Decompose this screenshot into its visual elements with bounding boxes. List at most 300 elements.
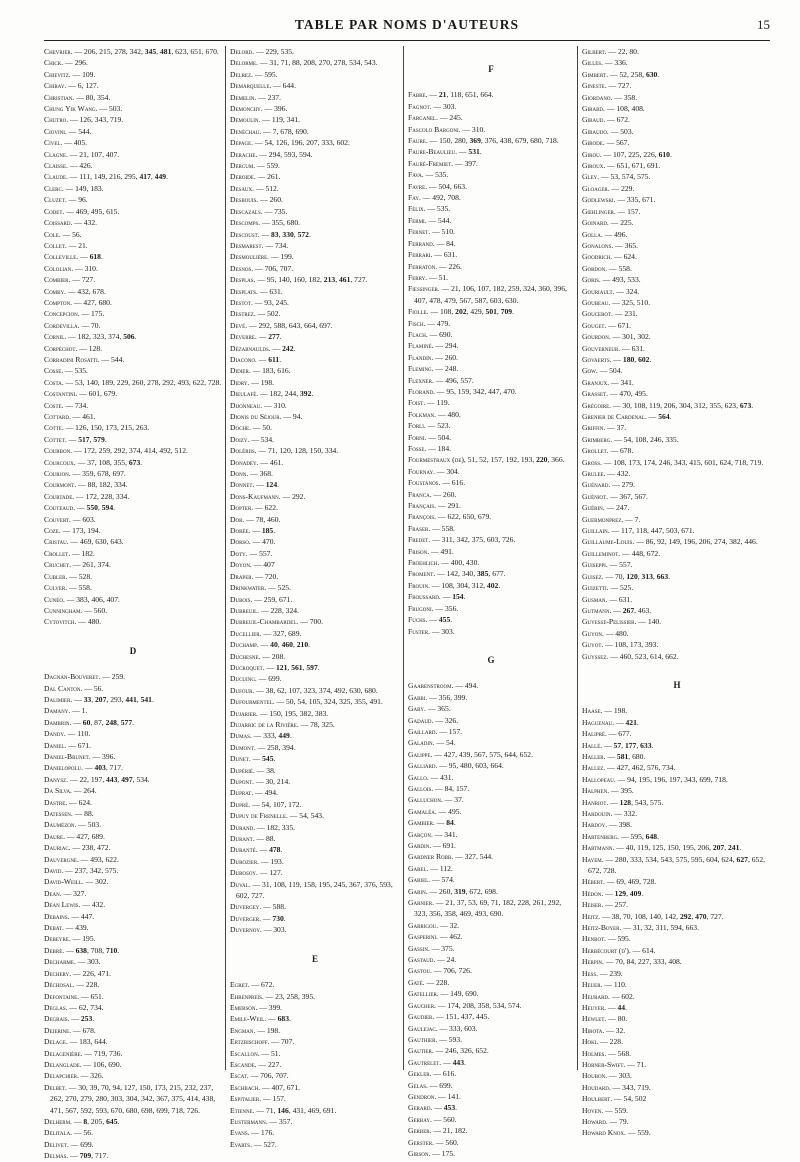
page-references: — 109.	[70, 69, 96, 79]
author-name: Hewlet.	[582, 1014, 607, 1024]
index-entry	[230, 514, 400, 525]
page-references: — 110.	[602, 980, 627, 990]
page-references: — 336.	[603, 58, 628, 68]
index-entry	[408, 1114, 574, 1125]
author-name: Cosse.	[44, 366, 64, 376]
page-references: — 678.	[71, 1025, 96, 1035]
author-name: Hayem.	[582, 854, 604, 864]
author-name: Ducroquet.	[230, 662, 265, 672]
page-references: — 341.	[609, 377, 634, 387]
author-name: Eschbach.	[230, 1082, 261, 1092]
page-references: — 119, 341.	[260, 115, 301, 125]
author-name: Griffin.	[582, 423, 606, 433]
author-name: Durand.	[230, 822, 256, 832]
index-entry	[230, 594, 400, 605]
author-name: Dechery.	[44, 968, 72, 978]
author-name: Grasset.	[582, 389, 608, 399]
author-name: Gaudier.	[408, 1012, 435, 1022]
index-entry	[44, 297, 222, 308]
index-entry	[582, 605, 772, 616]
page-references: — 706, 707.	[253, 263, 294, 273]
page-references: — 595.	[252, 69, 278, 79]
index-entry	[582, 1127, 772, 1138]
index-entry	[408, 726, 574, 737]
page-references: — 504.	[597, 366, 623, 376]
page-references: — 480.	[603, 628, 629, 638]
page-references: — 375.	[429, 943, 455, 953]
index-entry	[44, 559, 222, 570]
page-references: — 651, 671, 691.	[605, 161, 661, 171]
author-name: Dastre.	[44, 797, 68, 807]
page-references: — 54, 502	[612, 1094, 647, 1104]
page-references: — 407, 671.	[260, 1082, 301, 1092]
index-entry	[44, 683, 222, 694]
page-references: — 534.	[249, 434, 275, 444]
index-column-1	[44, 46, 222, 1161]
page-references: — 631.	[257, 286, 283, 296]
section-letter: H	[673, 679, 681, 690]
page-references: — 88.	[254, 834, 276, 844]
author-name: Delivet.	[44, 1139, 69, 1149]
author-name: Gaulejac.	[408, 1023, 438, 1033]
index-entry	[44, 842, 222, 853]
index-entry	[408, 568, 574, 579]
page-references: — 195.	[70, 934, 96, 944]
index-entry	[582, 502, 772, 513]
author-name: Colleville.	[44, 252, 79, 262]
author-name: Guillaume-Louis.	[582, 537, 635, 547]
author-name: Forli.	[408, 421, 426, 431]
page-references: — 38.	[254, 765, 276, 775]
index-entry	[230, 149, 400, 160]
page-references: — 54, 126, 196, 207, 333, 602.	[253, 138, 350, 148]
author-name: Delherm.	[44, 1116, 72, 1126]
index-entry	[582, 103, 772, 114]
author-name: Dons-Kaufmann.	[230, 491, 281, 501]
author-name: Gross.	[582, 457, 602, 467]
index-entry	[230, 582, 400, 593]
index-entry	[408, 249, 574, 260]
author-name: Durant.	[230, 834, 255, 844]
author-name: Depage.	[230, 138, 254, 148]
author-name: Dean.	[44, 888, 62, 898]
page-references: — 574.	[430, 875, 455, 885]
index-entry	[230, 979, 400, 990]
author-name: Dopter.	[230, 503, 254, 513]
index-entry	[44, 1139, 222, 1150]
index-entry	[582, 69, 772, 80]
page-references: — 32.	[438, 920, 460, 930]
page-references: — 494.	[253, 788, 278, 798]
author-name: Gallois.	[408, 783, 434, 793]
page-references: — 611.	[256, 354, 282, 364]
index-entry	[230, 1002, 400, 1013]
page-references: — 558.	[430, 523, 455, 533]
index-entry	[44, 80, 222, 91]
index-entry	[582, 797, 772, 808]
index-entry	[408, 226, 574, 237]
page-references: — 184.	[426, 444, 452, 453]
author-name: Guénard.	[582, 480, 611, 490]
index-entry	[582, 774, 772, 785]
page-references: — 128.	[77, 343, 103, 353]
page-references: — 154.	[440, 592, 466, 602]
page-references: — 8, 205, 645.	[71, 1116, 120, 1126]
index-entry	[44, 411, 222, 422]
page-references: — 226, 471.	[71, 968, 111, 978]
page-references: — 618.	[78, 252, 103, 262]
page-references: — 407	[251, 560, 275, 570]
author-name: Goris.	[582, 275, 601, 285]
index-entry	[230, 1070, 400, 1081]
page-references: — 368.	[248, 469, 273, 479]
author-name: Corpéchot.	[44, 343, 78, 353]
author-name: Hoven.	[582, 1105, 604, 1115]
page-references: — 358.	[612, 92, 638, 102]
author-name: Fiolle.	[408, 307, 429, 317]
author-name: Didier.	[230, 366, 251, 376]
page-references: — 558.	[67, 583, 92, 593]
index-entry	[44, 1116, 222, 1127]
index-entry	[230, 377, 400, 388]
author-name: Dijonneau.	[230, 400, 263, 410]
page-references: — 559.	[625, 1128, 651, 1138]
page-references: — 40, 119, 125, 150, 195, 206, 207, 241.	[614, 843, 742, 853]
page-references: — 690.	[427, 329, 453, 339]
index-entry	[408, 806, 574, 817]
page-references: — 79.	[607, 1116, 629, 1126]
author-name: Farganel.	[408, 113, 439, 123]
index-entry	[44, 263, 222, 274]
author-name: Eustermann.	[230, 1116, 268, 1126]
index-entry	[230, 1059, 400, 1070]
index-entry	[408, 546, 574, 557]
index-column-2	[230, 46, 400, 1149]
author-name: Gley.	[582, 172, 600, 182]
author-name: Franca.	[408, 489, 432, 499]
index-entry	[230, 559, 400, 570]
index-entry	[44, 103, 222, 114]
page-references: — 301, 302.	[610, 332, 651, 342]
index-entry	[44, 728, 222, 739]
author-name: Dercum.	[230, 161, 256, 171]
page-references: — 503.	[76, 820, 102, 830]
page-references: — 327.	[61, 888, 87, 898]
page-references: — 531.	[457, 147, 482, 157]
author-name: Frugoni.	[408, 603, 434, 613]
author-name: Heitz.	[582, 911, 601, 921]
index-entry	[44, 365, 222, 376]
author-name: Dumas.	[230, 731, 252, 741]
section-letter: E	[311, 953, 318, 964]
author-name: Fava.	[408, 170, 424, 180]
page-references: — 453.	[432, 1103, 458, 1113]
page-references: — 427, 462, 576, 734.	[605, 763, 676, 773]
author-name: Giraud.	[582, 115, 606, 125]
author-name: Dorso.	[230, 537, 251, 547]
index-entry	[582, 854, 772, 877]
index-entry	[408, 181, 574, 192]
index-entry	[230, 400, 400, 411]
index-entry	[582, 400, 772, 411]
author-name: Evans.	[230, 1128, 250, 1138]
author-name: Dejerine.	[44, 1025, 72, 1035]
index-entry	[582, 1002, 772, 1013]
page-references: — 614.	[630, 945, 656, 955]
page-references: — 558.	[607, 263, 632, 273]
author-name: Grenier de Cardenal.	[582, 412, 647, 421]
page-references: — 30, 108, 119, 206, 304, 312, 355, 623, 673.	[611, 400, 754, 410]
author-name: Fosse.	[408, 444, 427, 453]
index-entry	[582, 705, 772, 716]
author-name: Delapchier.	[44, 1071, 79, 1081]
author-name: Gouverneur.	[582, 343, 621, 353]
page-references: — 672.	[249, 980, 275, 990]
author-name: Hartenberg.	[582, 831, 620, 841]
index-entry	[408, 874, 574, 885]
author-name: Gastou.	[408, 966, 432, 976]
author-name: Drinkwater.	[230, 583, 267, 593]
page-references: — 84.	[434, 238, 456, 248]
page-references: — 124.	[254, 480, 280, 490]
author-name: Holmes.	[582, 1048, 607, 1058]
author-name: David-Weill.	[44, 877, 84, 887]
index-entry	[230, 1093, 400, 1104]
author-name: Clagne.	[44, 149, 68, 159]
page-title: TABLE PAR NOMS D'AUTEURS	[294, 17, 520, 32]
page-references: — 671.	[66, 740, 92, 750]
page-references: — 355, 680.	[260, 218, 301, 228]
index-entry	[408, 1068, 574, 1079]
index-entry	[408, 1125, 574, 1136]
page-references: — 248.	[433, 364, 459, 374]
author-name: Delanglade.	[44, 1059, 82, 1069]
author-name: Gadaud.	[408, 715, 434, 725]
index-entry	[408, 783, 574, 794]
index-entry	[44, 536, 222, 547]
page-references: — 528.	[67, 571, 93, 581]
page-references: — 683.	[266, 1014, 291, 1024]
page-references: — 267, 463.	[611, 605, 652, 615]
author-name: Granjux.	[582, 377, 610, 387]
index-entry	[408, 272, 574, 283]
index-entry	[230, 1105, 400, 1116]
page-references: — 247.	[604, 503, 630, 513]
index-entry	[230, 1139, 400, 1150]
page-references: — 525.	[608, 583, 634, 593]
author-name: Déchosal.	[44, 980, 75, 990]
author-name: Dagnan-Bouveret.	[44, 672, 101, 682]
author-name: Duverger.	[230, 913, 261, 923]
page-references: — 183, 616.	[250, 366, 291, 376]
author-name: Courbon.	[44, 446, 73, 456]
page-references: 51, 52, 157, 192, 193, 220, 366.	[465, 455, 565, 465]
page-references: — 622.	[253, 503, 278, 513]
page-references: — 228.	[74, 980, 100, 990]
page-references: — 56.	[72, 1128, 93, 1138]
index-entry	[582, 922, 772, 933]
page-references: — 491.	[429, 546, 454, 556]
page-references: — 151, 437, 445.	[434, 1012, 490, 1022]
page-number: 15	[757, 17, 770, 32]
index-entry	[582, 968, 772, 979]
index-entry	[230, 1036, 400, 1047]
index-entry	[44, 1127, 222, 1138]
page-references: — 53, 140, 189, 229, 260, 278, 292, 493, 622, 728.	[63, 377, 222, 387]
page-references: — 564.	[646, 412, 672, 421]
author-name: Duvernoy.	[230, 925, 262, 935]
author-name: Espitalier.	[230, 1094, 262, 1104]
author-name: Descoust.	[230, 229, 260, 239]
index-entry	[582, 525, 772, 536]
index-entry	[582, 171, 772, 182]
author-name: Ciovini.	[44, 126, 67, 136]
index-entry	[44, 491, 222, 502]
index-entry	[408, 1057, 574, 1068]
author-name: Gutmann.	[582, 605, 612, 615]
page-references: — 52, 258, 630.	[607, 69, 660, 79]
author-name: Dézarnaulds.	[230, 343, 271, 353]
page-references: — 478.	[257, 845, 283, 855]
author-name: Daure.	[44, 831, 65, 841]
page-references: — 601, 679.	[77, 389, 118, 399]
index-entry	[582, 536, 772, 547]
page-references: — 560.	[431, 1114, 457, 1124]
author-name: Danielopolu.	[44, 763, 84, 773]
page-references: — 707.	[269, 1037, 295, 1047]
index-entry	[408, 386, 574, 397]
author-name: Hartmann.	[582, 843, 615, 853]
page-references: — 108, 304, 312, 402.	[429, 580, 501, 590]
author-name: Hallopeau.	[582, 774, 616, 784]
index-entry	[408, 1080, 574, 1091]
page-references: — 31, 108, 119, 158, 195, 245, 367, 376, 593, 602, 727.	[236, 879, 393, 901]
index-entry	[582, 377, 772, 388]
author-name: Delord.	[230, 47, 255, 56]
page-references: — 253.	[69, 1014, 95, 1024]
index-entry	[408, 920, 574, 931]
index-entry	[582, 206, 772, 217]
index-entry	[408, 397, 574, 408]
page-references: — 397.	[453, 158, 478, 168]
page-references: — 638, 708, 710.	[64, 945, 120, 955]
author-name: Denéchau.	[230, 126, 262, 136]
author-name: Ferrari.	[408, 250, 433, 260]
author-name: Chiray.	[44, 81, 67, 91]
page-references: — 535.	[423, 170, 449, 180]
page-references: — 107, 225, 226, 610.	[601, 149, 672, 159]
index-entry	[230, 194, 400, 205]
author-name: Dor.	[230, 514, 245, 524]
page-references: — 78, 460.	[244, 514, 281, 524]
index-entry	[582, 616, 772, 627]
author-name: Gonalons.	[582, 240, 614, 250]
index-entry	[582, 183, 772, 194]
page-references: — 84, 157.	[433, 783, 470, 793]
author-name: Galliard.	[408, 761, 438, 771]
author-name: Heitz-Boyer.	[582, 923, 622, 933]
author-name: Diacono.	[230, 354, 257, 364]
index-entry	[230, 331, 400, 342]
index-entry	[230, 308, 400, 319]
author-name: Desplats.	[230, 286, 258, 296]
page-references: — 182, 335.	[255, 822, 296, 832]
author-name: Froehlich.	[408, 558, 440, 568]
author-name: Cunéo.	[44, 594, 65, 604]
author-name: Devé.	[230, 320, 248, 330]
page-references: — 460, 523, 614, 662.	[608, 651, 679, 661]
page-references: — 38, 70, 108, 140, 142, 292, 470, 727.	[600, 911, 724, 921]
author-name: Guérin.	[582, 503, 605, 513]
page-references: — 264.	[71, 786, 97, 796]
author-name: Escallon.	[230, 1048, 260, 1058]
page-references: — 326.	[78, 1071, 104, 1081]
author-name: Courcoux.	[44, 457, 76, 467]
index-entry	[582, 876, 772, 887]
index-entry	[44, 956, 222, 967]
index-entry	[44, 445, 222, 456]
index-entry	[230, 160, 400, 171]
index-entry	[408, 329, 574, 340]
page-references: — 57, 177, 633.	[602, 740, 654, 750]
index-entry	[582, 491, 772, 502]
author-name: Hébert.	[582, 877, 605, 887]
author-name: Gekler.	[408, 1069, 432, 1079]
page-references: — 327, 689.	[261, 628, 302, 638]
index-entry	[582, 582, 772, 593]
page-references: — 302.	[83, 877, 109, 887]
page-references: — 176.	[249, 1128, 275, 1138]
author-name: Français.	[408, 501, 437, 511]
author-name: Haase.	[582, 706, 603, 716]
page-references: — 399.	[257, 1002, 283, 1012]
page-references: — 71, 120, 128, 150, 334.	[256, 446, 339, 456]
page-references: — 294.	[433, 341, 459, 351]
index-entry	[408, 101, 574, 112]
page-references: — 303.	[75, 957, 101, 967]
author-name: Doche.	[230, 423, 251, 433]
author-name: Doty.	[230, 548, 248, 558]
author-name: Gelas.	[408, 1080, 428, 1090]
index-entry	[408, 954, 574, 965]
author-name: Hallez.	[582, 763, 606, 773]
index-entry	[44, 92, 222, 103]
author-name: Durosoy.	[230, 868, 258, 878]
index-entry	[408, 772, 574, 783]
index-entry	[408, 420, 574, 431]
page-references: — 71.	[625, 1059, 647, 1069]
index-entry	[408, 829, 574, 840]
page-references: — 356, 399.	[427, 692, 468, 702]
index-entry	[408, 580, 574, 591]
page-references: — 157.	[615, 206, 641, 216]
page-references: — 622, 650, 679.	[436, 512, 492, 522]
page-references: — 238, 472.	[70, 843, 111, 853]
index-entry	[408, 863, 574, 874]
page-references: — 261.	[255, 172, 281, 182]
page-references: — 461.	[70, 412, 96, 421]
index-entry	[408, 817, 574, 828]
page-references: — 720.	[253, 571, 279, 581]
page-references: — 150, 280, 369, 376, 438, 679, 680, 718.	[427, 136, 559, 146]
index-entry	[44, 434, 222, 445]
index-entry	[44, 945, 222, 956]
page-references: — 624.	[612, 252, 637, 262]
page-references: — 356.	[433, 603, 459, 613]
index-entry	[408, 703, 574, 714]
index-entry	[582, 1036, 772, 1047]
author-name: Durozier.	[230, 856, 260, 866]
